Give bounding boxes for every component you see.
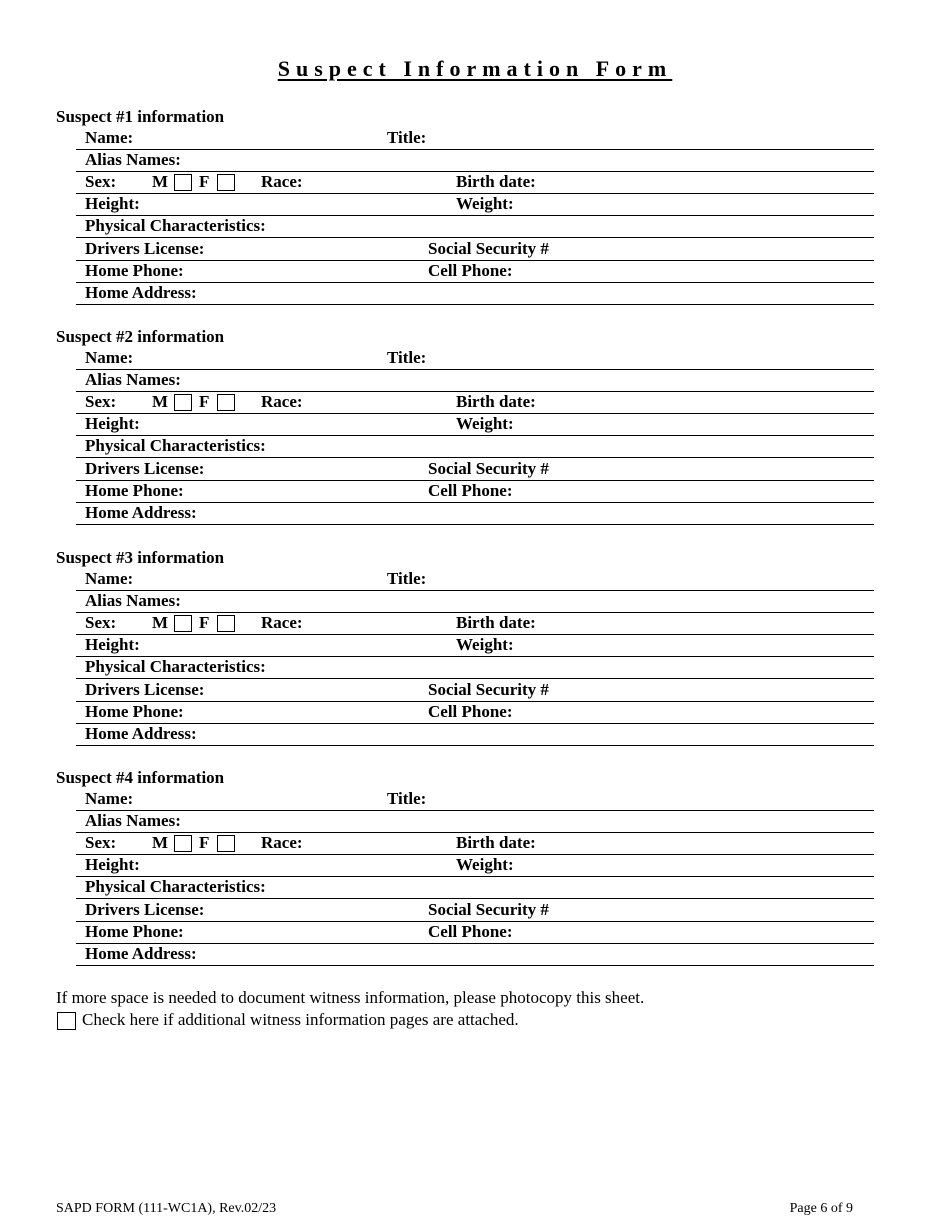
additional-pages-label: Check here if additional witness information pages are attached. bbox=[82, 1010, 519, 1029]
male-checkbox[interactable] bbox=[174, 394, 192, 411]
home-phone-label: Home Phone: bbox=[85, 921, 184, 941]
title-label: Title: bbox=[387, 569, 427, 588]
name-label: Name: bbox=[85, 789, 134, 808]
form-row[interactable] bbox=[76, 921, 874, 944]
drivers-license-label: Drivers License: bbox=[85, 238, 205, 258]
form-row[interactable] bbox=[76, 215, 874, 238]
male-label: M bbox=[152, 833, 169, 853]
additional-pages-checkbox[interactable] bbox=[57, 1012, 76, 1030]
name-label: Name: bbox=[85, 569, 134, 588]
social-security-label: Social Security # bbox=[428, 899, 549, 919]
form-row[interactable] bbox=[76, 634, 874, 657]
race-label: Race: bbox=[261, 172, 303, 192]
male-label: M bbox=[152, 392, 169, 412]
cell-phone-label: Cell Phone: bbox=[428, 480, 513, 500]
social-security-label: Social Security # bbox=[428, 679, 549, 699]
male-checkbox[interactable] bbox=[174, 174, 192, 191]
form-row[interactable] bbox=[76, 458, 874, 481]
physical-characteristics-label: Physical Characteristics: bbox=[85, 436, 266, 456]
male-checkbox[interactable] bbox=[174, 835, 192, 852]
form-row[interactable] bbox=[76, 260, 874, 283]
form-row[interactable] bbox=[76, 369, 874, 392]
alias-names-label: Alias Names: bbox=[85, 370, 181, 390]
female-checkbox[interactable] bbox=[217, 615, 235, 632]
male-checkbox[interactable] bbox=[174, 615, 192, 632]
drivers-license-label: Drivers License: bbox=[85, 899, 205, 919]
name-label: Name: bbox=[85, 348, 134, 367]
weight-label: Weight: bbox=[456, 194, 514, 214]
form-row[interactable] bbox=[76, 590, 874, 613]
title-label: Title: bbox=[387, 789, 427, 808]
form-number: SAPD FORM (111-WC1A), Rev.02/23 bbox=[56, 1201, 277, 1216]
home-address-label: Home Address: bbox=[85, 723, 197, 743]
female-label: F bbox=[199, 172, 210, 192]
physical-characteristics-label: Physical Characteristics: bbox=[85, 877, 266, 897]
weight-label: Weight: bbox=[456, 855, 514, 875]
form-row[interactable] bbox=[76, 149, 874, 172]
weight-label: Weight: bbox=[456, 414, 514, 434]
form-row[interactable] bbox=[76, 679, 874, 702]
section-heading: Suspect #4 information bbox=[56, 768, 225, 787]
height-label: Height: bbox=[85, 194, 140, 214]
female-checkbox[interactable] bbox=[217, 835, 235, 852]
form-row[interactable] bbox=[76, 193, 874, 216]
height-label: Height: bbox=[85, 414, 140, 434]
page-number: Page 6 of 9 bbox=[789, 1201, 853, 1216]
form-row[interactable] bbox=[76, 656, 874, 679]
drivers-license-label: Drivers License: bbox=[85, 458, 205, 478]
form-row[interactable] bbox=[76, 347, 874, 370]
cell-phone-label: Cell Phone: bbox=[428, 260, 513, 280]
alias-names-label: Alias Names: bbox=[85, 150, 181, 170]
social-security-label: Social Security # bbox=[428, 458, 549, 478]
home-phone-label: Home Phone: bbox=[85, 480, 184, 500]
birth-date-label: Birth date: bbox=[456, 833, 536, 853]
female-checkbox[interactable] bbox=[217, 174, 235, 191]
form-row[interactable] bbox=[76, 612, 874, 635]
form-row[interactable] bbox=[76, 788, 874, 811]
sex-label: Sex: bbox=[85, 392, 117, 412]
form-row[interactable] bbox=[76, 723, 874, 746]
form-row[interactable] bbox=[76, 701, 874, 724]
race-label: Race: bbox=[261, 392, 303, 412]
form-row[interactable] bbox=[76, 943, 874, 966]
alias-names-label: Alias Names: bbox=[85, 591, 181, 611]
section-heading: Suspect #3 information bbox=[56, 548, 225, 567]
cell-phone-label: Cell Phone: bbox=[428, 921, 513, 941]
sex-label: Sex: bbox=[85, 613, 117, 633]
form-row[interactable] bbox=[76, 282, 874, 305]
form-row[interactable] bbox=[76, 480, 874, 503]
birth-date-label: Birth date: bbox=[456, 392, 536, 412]
female-label: F bbox=[199, 833, 210, 853]
photocopy-note: If more space is needed to document witness information, please photocopy this sheet. bbox=[56, 988, 645, 1007]
female-label: F bbox=[199, 392, 210, 412]
male-label: M bbox=[152, 613, 169, 633]
height-label: Height: bbox=[85, 855, 140, 875]
birth-date-label: Birth date: bbox=[456, 172, 536, 192]
name-label: Name: bbox=[85, 128, 134, 147]
sex-label: Sex: bbox=[85, 833, 117, 853]
page-title: Suspect Information Form bbox=[277, 56, 673, 81]
form-row[interactable] bbox=[76, 127, 874, 150]
form-row[interactable] bbox=[76, 810, 874, 833]
weight-label: Weight: bbox=[456, 635, 514, 655]
race-label: Race: bbox=[261, 833, 303, 853]
physical-characteristics-label: Physical Characteristics: bbox=[85, 657, 266, 677]
race-label: Race: bbox=[261, 613, 303, 633]
section-heading: Suspect #1 information bbox=[56, 107, 225, 126]
form-row[interactable] bbox=[76, 171, 874, 194]
form-row[interactable] bbox=[76, 899, 874, 922]
home-address-label: Home Address: bbox=[85, 282, 197, 302]
form-row[interactable] bbox=[76, 435, 874, 458]
home-address-label: Home Address: bbox=[85, 943, 197, 963]
sex-label: Sex: bbox=[85, 172, 117, 192]
form-row[interactable] bbox=[76, 238, 874, 261]
form-row[interactable] bbox=[76, 568, 874, 591]
form-row[interactable] bbox=[76, 502, 874, 525]
home-address-label: Home Address: bbox=[85, 502, 197, 522]
home-phone-label: Home Phone: bbox=[85, 701, 184, 721]
drivers-license-label: Drivers License: bbox=[85, 679, 205, 699]
female-label: F bbox=[199, 613, 210, 633]
form-row[interactable] bbox=[76, 832, 874, 855]
title-label: Title: bbox=[387, 348, 427, 367]
social-security-label: Social Security # bbox=[428, 238, 549, 258]
section-heading: Suspect #2 information bbox=[56, 327, 225, 346]
alias-names-label: Alias Names: bbox=[85, 811, 181, 831]
birth-date-label: Birth date: bbox=[456, 613, 536, 633]
title-label: Title: bbox=[387, 128, 427, 147]
form-row[interactable] bbox=[76, 876, 874, 899]
home-phone-label: Home Phone: bbox=[85, 260, 184, 280]
form-row[interactable] bbox=[76, 854, 874, 877]
cell-phone-label: Cell Phone: bbox=[428, 701, 513, 721]
female-checkbox[interactable] bbox=[217, 394, 235, 411]
form-row[interactable] bbox=[76, 413, 874, 436]
height-label: Height: bbox=[85, 635, 140, 655]
male-label: M bbox=[152, 172, 169, 192]
physical-characteristics-label: Physical Characteristics: bbox=[85, 216, 266, 236]
form-row[interactable] bbox=[76, 391, 874, 414]
